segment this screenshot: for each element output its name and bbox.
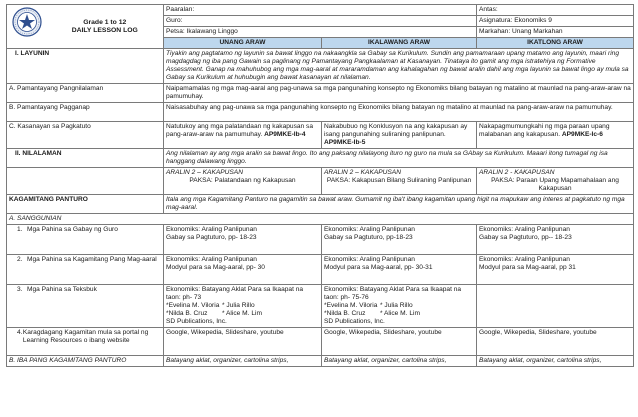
kasanayan-label: C. Kasanayan sa Pagkatuto xyxy=(7,122,164,149)
kagamitang-pang-mag-aaral-num: 2. xyxy=(17,256,23,263)
teksbuk-day2-author1: *Evelina M. Viloria xyxy=(324,302,378,309)
pang-mag-aaral-day1-line2: Modyul para sa Mag-aaral, pp- 30 xyxy=(166,264,265,271)
paksa-day1: PAKSA: Palatandaan ng Kakapusan xyxy=(189,177,296,184)
kasanayan-day3 xyxy=(477,122,634,149)
kagamitan-label: KAGAMITANG PANTURO xyxy=(7,195,164,214)
teksbuk-day2-title: Ekonomiks: Batayang Aklat Para sa Ikaapat na taon: ph- 75-76 xyxy=(324,286,462,301)
daily-lesson-log-page xyxy=(6,4,633,414)
teksbuk-day2 xyxy=(322,285,477,328)
day-header-3: IKATLONG ARAW xyxy=(477,38,634,49)
gabay-guro-day2-line2: Gabay sa Pagtuturo, pp-18-23 xyxy=(324,234,413,241)
kasanayan-day3-code: AP9MKE-Ic-6 xyxy=(561,131,603,138)
seal-cell xyxy=(7,5,47,49)
layunin-label: I. LAYUNIN xyxy=(7,49,164,84)
kasanayan-day3-text: Nakapagmumungkahi ng mga paraan upang malabanan ang kakapusan. xyxy=(479,123,610,138)
lesson-log-table xyxy=(6,4,634,367)
title-cell xyxy=(47,5,164,49)
teksbuk-day1-author2: * Julia Rillo xyxy=(222,302,255,309)
teksbuk-day1-author1: *Evelina M. Viloria xyxy=(166,302,220,309)
pang-mag-aaral-day3 xyxy=(477,255,634,285)
deped-seal-icon xyxy=(12,7,42,37)
iba-pang-label: B. IBA PANG KAGAMITANG PANTURO xyxy=(7,356,164,367)
nilalaman-blank xyxy=(7,168,164,195)
karagdagang-num: 4. xyxy=(17,329,23,336)
kasanayan-day1-code: AP9MKE-Ib-4 xyxy=(264,131,306,138)
iba-pang-day1: Batayang aklat, organizer, cartolina strips, xyxy=(164,356,322,367)
aralin-day2: ARALIN 2 – KAKAPUSAN xyxy=(324,169,401,176)
petsa-field: Petsa: Ikalawang Linggo xyxy=(164,27,477,38)
gabay-guro-label: Mga Pahina sa Gabay ng Guro xyxy=(27,226,118,233)
kagamitang-pang-mag-aaral-label-cell xyxy=(7,255,164,285)
kasanayan-day1 xyxy=(164,122,322,149)
pang-mag-aaral-day2-line2: Modyul para sa Mag-aaral, pp- 30-31 xyxy=(324,264,433,271)
nilalaman-text: Ang nilalaman ay ang mga aralin sa bawat lingo. Ito ang paksang nilalayong ituro ng guro na mula sa GAbay sa Kurikulum. Maaari itong tumagal ng isa hanggang dalawang linggo. xyxy=(164,149,634,168)
teksbuk-label: Mga Pahina sa Teksbuk xyxy=(27,286,97,293)
teksbuk-day1-title: Ekonomiks: Batayang Aklat Para sa Ikaapat na taon: ph- 73 xyxy=(166,286,304,301)
gabay-guro-num: 1. xyxy=(17,226,23,233)
karagdagang-label: Karagdagang Kagamitan mula sa portal ng Learning Resources o ibang website xyxy=(22,329,149,344)
nilalaman-day3 xyxy=(477,168,634,195)
teksbuk-day2-author3: *Nilda B. Cruz xyxy=(324,310,366,317)
teksbuk-day1-author4: * Alice M. Lim xyxy=(222,310,262,317)
kasanayan-day2-text: Nakabubuo ng Konklusyon na ang kakapusan ay isang pangunahing suliraning panlipunan. xyxy=(324,123,468,138)
pang-mag-aaral-day3-line1: Ekonomiks: Araling Panlipunan xyxy=(479,256,570,263)
pangnilalaman-label: A. Pamantayang Pangnilalaman xyxy=(7,84,164,103)
guro-field: Guro: xyxy=(164,16,477,27)
teksbuk-day1 xyxy=(164,285,322,328)
teksbuk-day3 xyxy=(477,285,634,328)
kasanayan-day1-text: Natutukoy ang mga palatandaan ng kakapusan sa pang-araw-araw na pamumuhay. xyxy=(166,123,314,138)
asignatura-field: Asignatura: Ekonomiks 9 xyxy=(477,16,634,27)
kasanayan-day2 xyxy=(322,122,477,149)
nilalaman-label: II. NILALAMAN xyxy=(7,149,164,168)
gabay-guro-day1-line1: Ekonomiks: Araling Panlipunan xyxy=(166,226,257,233)
kagamitan-text: Itala ang mga Kagamitang Panturo na gagamitin sa bawat araw. Gumamit ng iba't ibang kagamitan upang higit na mapukaw ang interes at pagkatuto ng mga mag-aaral. xyxy=(164,195,634,214)
paaralan-field: Paaralan: xyxy=(164,5,477,16)
iba-pang-day3: Batayang aklat, organizer, cartolina strips, xyxy=(477,356,634,367)
kagamitang-pang-mag-aaral-label: Mga Pahina sa Kagamitang Pang Mag-aaral xyxy=(27,256,157,263)
gabay-guro-day1-line2: Gabay sa Pagtuturo, pp- 18-23 xyxy=(166,234,257,241)
paksa-day3: PAKSA: Paraan Upang Mapamahalaan ang Kakapusan xyxy=(491,177,619,192)
teksbuk-day1-publisher: SD Publications, Inc. xyxy=(166,318,227,325)
teksbuk-day2-author4: * Alice M. Lim xyxy=(380,310,420,317)
day-header-2: IKALAWANG ARAW xyxy=(322,38,477,49)
iba-pang-day2: Batayang aklat, organizer, cartolina strips, xyxy=(322,356,477,367)
karagdagang-label-cell xyxy=(7,328,164,356)
antas-field: Antas: xyxy=(477,5,634,16)
pang-mag-aaral-day1 xyxy=(164,255,322,285)
gabay-guro-day3 xyxy=(477,225,634,255)
gabay-guro-label-cell xyxy=(7,225,164,255)
markahan-field: Markahan: Unang Markahan xyxy=(477,27,634,38)
day-header-1: UNANG ARAW xyxy=(164,38,322,49)
teksbuk-day1-author3: *Nilda B. Cruz xyxy=(166,310,208,317)
pang-mag-aaral-day2-line1: Ekonomiks: Araling Panlipunan xyxy=(324,256,415,263)
gabay-guro-day1 xyxy=(164,225,322,255)
pang-mag-aaral-day3-line2: Modyul para sa Mag-aaral, pp 31 xyxy=(479,264,576,271)
karagdagang-day3: Google, Wikepedia, Slideshare, youtube xyxy=(477,328,634,356)
gabay-guro-day3-line2: Gabay sa Pagtuturo, pp-- 18-23 xyxy=(479,234,572,241)
nilalaman-day2 xyxy=(322,168,477,195)
teksbuk-num: 3. xyxy=(17,286,23,293)
sanggunian-label: A. SANGGUNIAN xyxy=(7,214,634,225)
teksbuk-day2-author2: * Julia Rillo xyxy=(380,302,413,309)
pang-mag-aaral-day2 xyxy=(322,255,477,285)
kasanayan-day2-code: AP9MKE-Ib-5 xyxy=(324,139,366,146)
pagganap-text: Naisasabuhay ang pag-unawa sa mga pangunahing konsepto ng Ekonomiks bilang batayan ng matalino at maunlad na pang-araw-araw na pamumuhay. xyxy=(164,103,634,122)
teksbuk-label-cell xyxy=(7,285,164,328)
pang-mag-aaral-day1-line1: Ekonomiks: Araling Panlipunan xyxy=(166,256,257,263)
nilalaman-day1 xyxy=(164,168,322,195)
karagdagang-day2: Google, Wikepedia, Slideshare, youtube xyxy=(322,328,477,356)
teksbuk-day2-publisher: SD Publications, Inc. xyxy=(324,318,385,325)
pangnilalaman-text: Naipamamalas ng mga mag-aaral ang pag-unawa sa mga pangunahing konsepto ng Ekonomiks bilang batayan ng matalino at maunlad na pang-araw-araw na pamumuhay. xyxy=(164,84,634,103)
paksa-day2: PAKSA: Kakapusan Bilang Suliraning Panlipunan xyxy=(326,177,472,184)
aralin-day1: ARALIN 2 – KAKAPUSAN xyxy=(166,169,243,176)
gabay-guro-day3-line1: Ekonomiks: Araling Panlipunan xyxy=(479,226,570,233)
pagganap-label: B. Pamantayang Pagganap xyxy=(7,103,164,122)
gabay-guro-day2 xyxy=(322,225,477,255)
layunin-text: Tiyakin ang pagtatamo ng layunin sa bawat linggo na nakaangkla sa Gabay sa Kurikulum. Sundin ang pamamaraan upang matamo ang layunin, maari ring magdagdag ng iba pang Gawain sa paglinang ng Pamantayang Pangkaalaman at Kasanayan. Tinataya ito gamit ang mga istratehiya ng Formative Assessment. Ganap na mahuhubog ang mga mag-aaral at mararamdaman ang kahalagahan ng bawat aralin dahil ang mga layunin sa bawat lingo ay mula sa Gabay sa Kurikulum at huhubugin ang bawat kasanayan at nilalaman. xyxy=(164,49,634,84)
karagdagang-day1: Google, Wikepedia, Slideshare, youtube xyxy=(164,328,322,356)
aralin-day3: ARALIN 2 - KAKAPUSAN xyxy=(479,169,555,176)
grade-line: Grade 1 to 12 xyxy=(83,18,127,26)
log-title: DAILY LESSON LOG xyxy=(71,26,138,34)
gabay-guro-day2-line1: Ekonomiks: Araling Panlipunan xyxy=(324,226,415,233)
